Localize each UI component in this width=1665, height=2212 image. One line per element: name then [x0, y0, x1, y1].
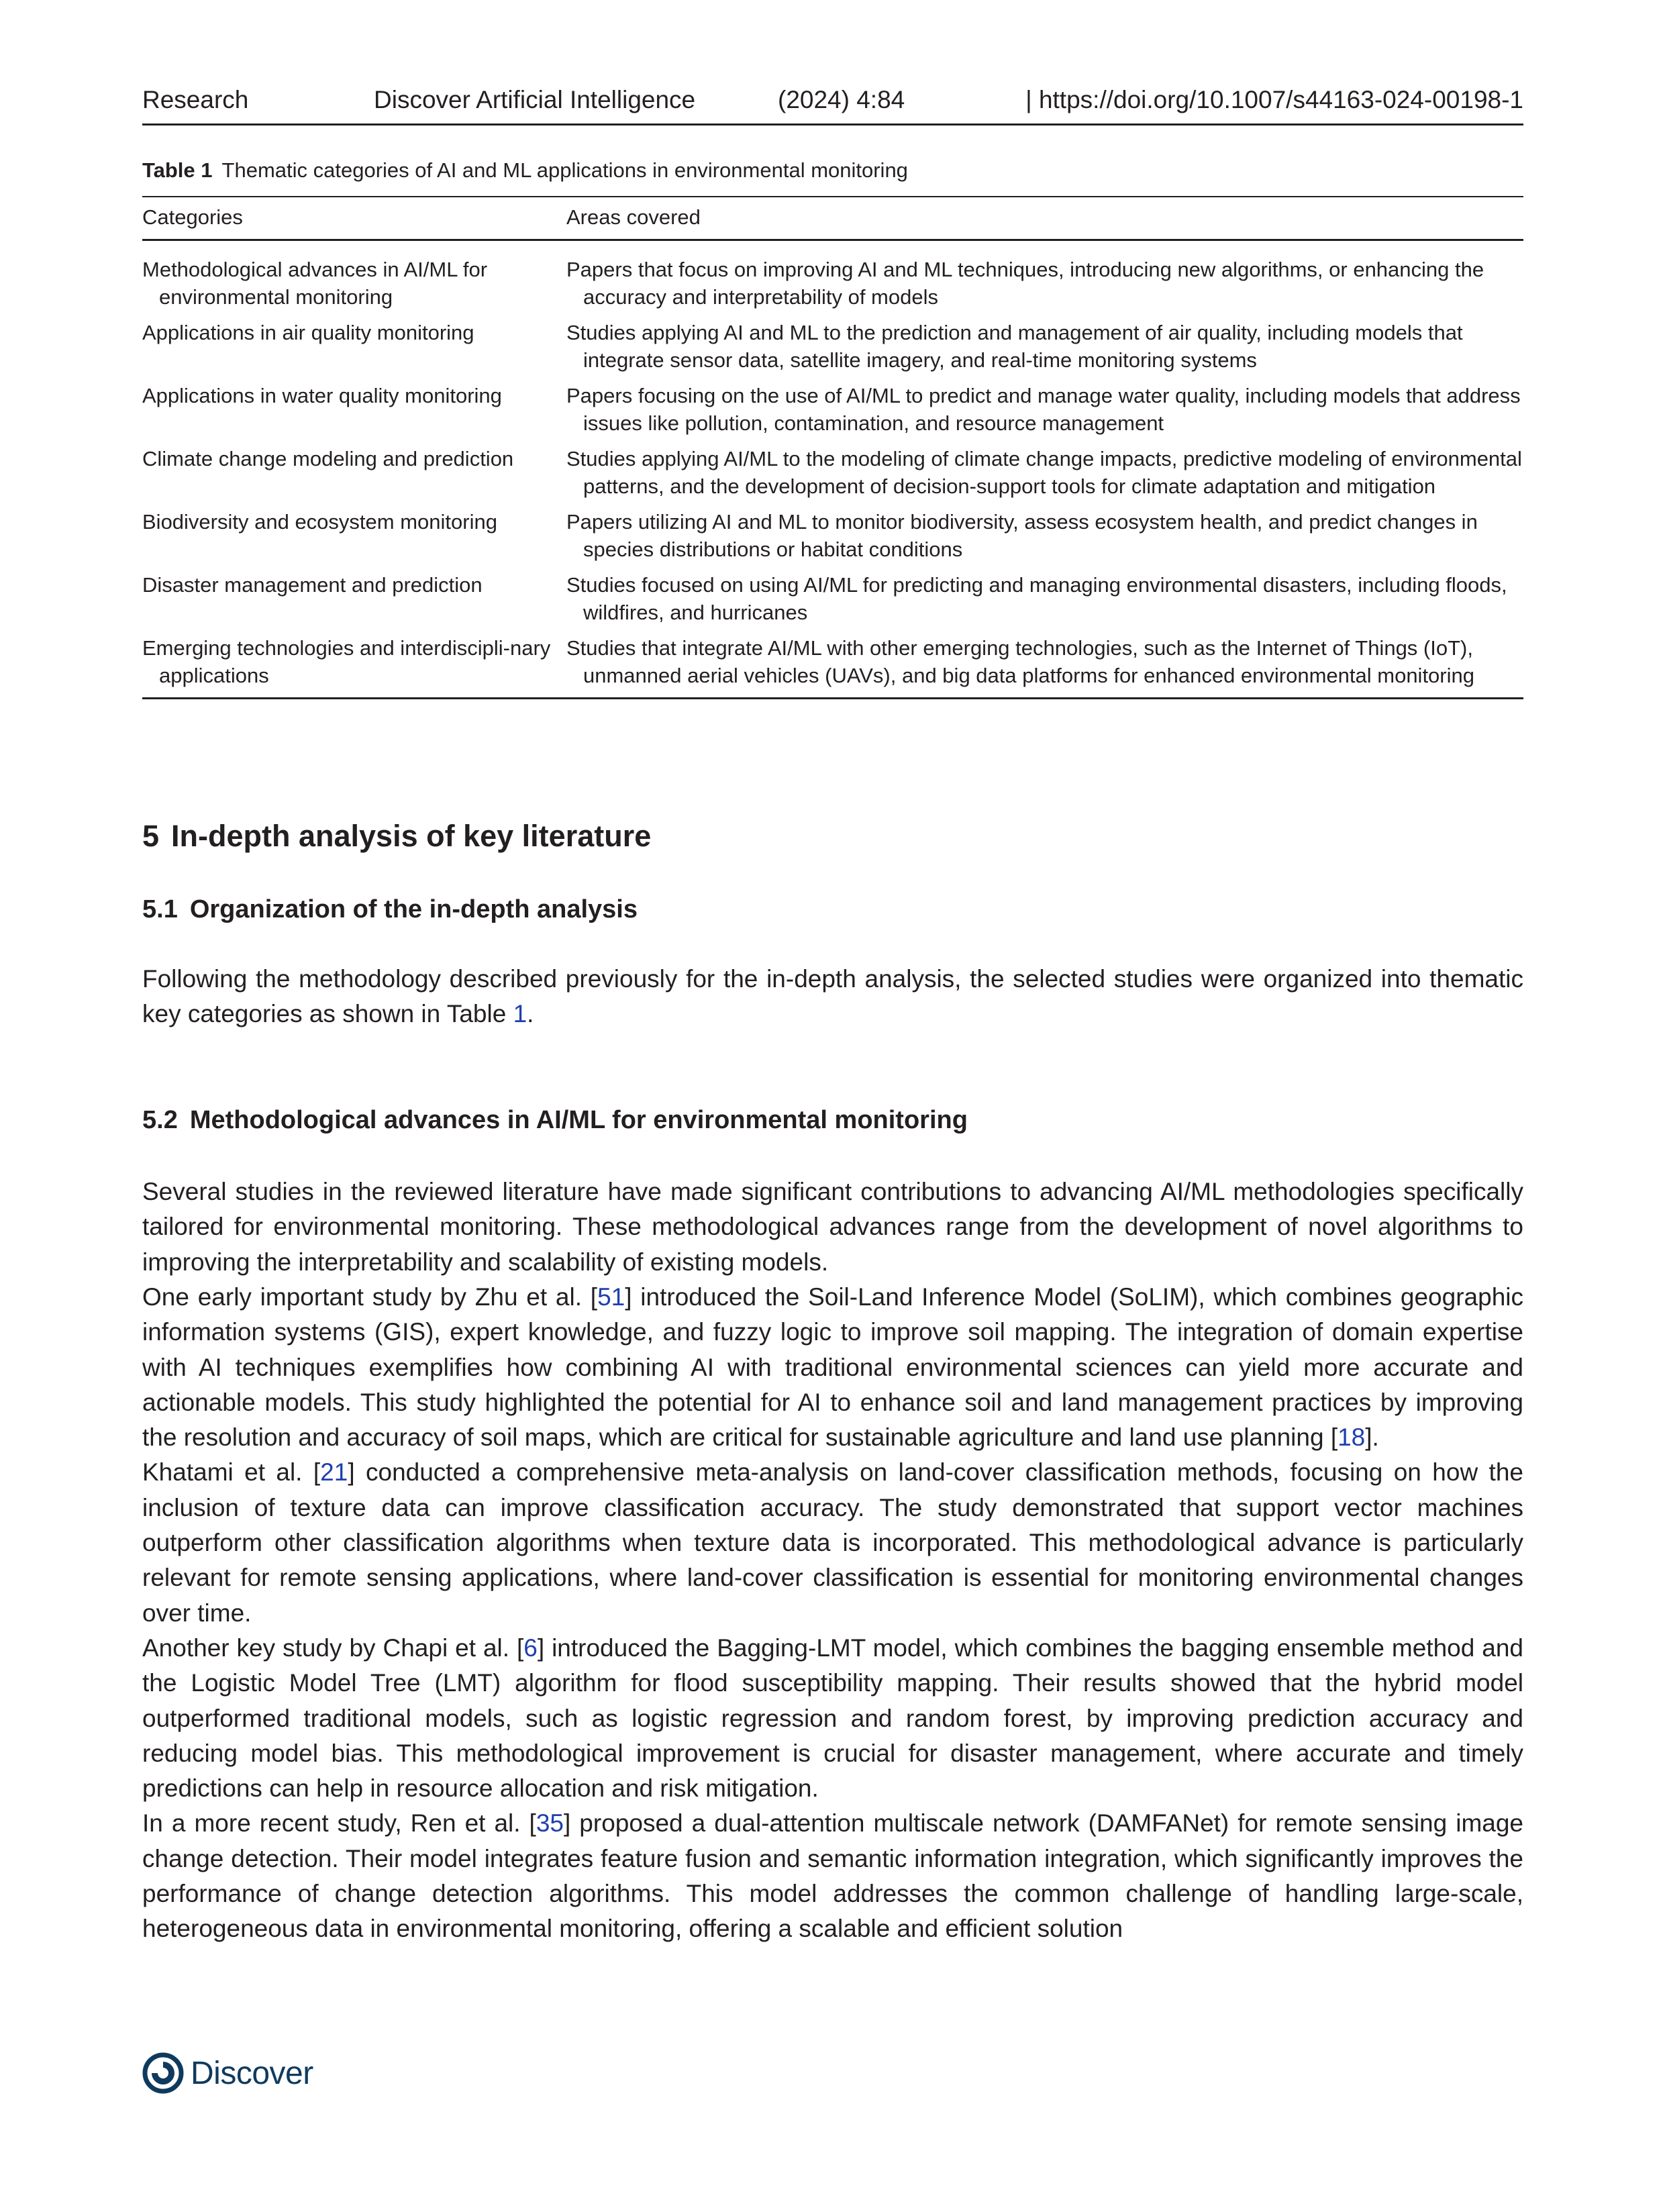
section-5-heading	[142, 819, 651, 854]
paragraph-text: ] conducted a comprehensive meta-analysis on land-cover classification methods, focusing on how the inclusion of texture data can improve classification accuracy. The study demonstrated that support vector machines outperform other classification algorithms when texture data is incorporated. This methodological advance is particularly relevant for remote sensing applications, where land-cover classification is essential for monitoring environmental changes over time.	[142, 1458, 1523, 1627]
table-cell-areas: Studies applying AI/ML to the modeling of climate change impacts, predictive modeling of environmental patterns, and the development of decision-support tools for climate adaptation and mitigation	[566, 447, 1522, 498]
paragraph-text: Following the methodology described previously for the in-depth analysis, the selected studies were organized into thematic key categories as shown in Table	[142, 965, 1523, 1028]
citation-link[interactable]: 18	[1338, 1423, 1366, 1452]
running-header-year: (2024) 4:84	[778, 86, 905, 113]
paragraph-text: Khatami et al. [	[142, 1458, 321, 1487]
table-cell-category: Methodological advances in AI/ML for environmental monitoring	[142, 258, 488, 309]
thematic-categories-table	[142, 196, 1523, 699]
table-row	[142, 256, 1523, 311]
paragraph-text: ].	[1365, 1423, 1379, 1452]
table-cell-category: Emerging technologies and interdiscipli-nary applications	[142, 636, 551, 687]
table-cell-category: Biodiversity and ecosystem monitoring	[142, 510, 497, 534]
table-cell-category: Applications in air quality monitoring	[142, 321, 474, 344]
paragraph-text: .	[527, 1000, 534, 1028]
table-cell-areas: Papers that focus on improving AI and ML techniques, introducing new algorithms, or enhancing the accuracy and interpretability of models	[566, 258, 1484, 309]
section-5-2-paragraph-3	[142, 1455, 1523, 1630]
subsection-number: 5.1	[142, 895, 178, 923]
table-row	[142, 571, 1523, 626]
table-cell-areas: Studies that integrate AI/ML with other emerging technologies, such as the Internet of Things (IoT), unmanned aerial vehicles (UAVs), and big data platforms for enhanced environmental monitoring	[566, 636, 1474, 687]
section-5-2-body	[142, 1280, 1523, 1947]
table-cell-category: Climate change modeling and prediction	[142, 447, 514, 470]
paragraph-text: ] introduced the Soil-Land Inference Model (SoLIM), which combines geographic information systems (GIS), expert knowledge, and fuzzy logic to improve soil mapping. The integration of domain expertise with AI techniques exemplifies how combining AI with traditional environmental sciences can yield more accurate and actionable models. This study highlighted the potential for AI to enhance soil and land management practices by improving the resolution and accuracy of soil maps, which are critical for sustainable agriculture and land use planning [	[142, 1283, 1523, 1452]
section-5-1-heading	[142, 895, 638, 924]
citation-link[interactable]: 51	[597, 1283, 625, 1311]
citation-link[interactable]: 21	[320, 1458, 348, 1487]
table-cell-category: Disaster management and prediction	[142, 573, 483, 597]
footer-brand	[142, 2052, 313, 2094]
table-row	[142, 634, 1523, 689]
table-row	[142, 508, 1523, 563]
section-5-2-paragraph-5	[142, 1806, 1523, 1946]
subsection-title: Organization of the in-depth analysis	[189, 895, 638, 923]
table-header-areas: Areas covered	[566, 205, 701, 229]
running-header-section: Research	[142, 86, 249, 113]
table-cell-areas: Papers focusing on the use of AI/ML to predict and manage water quality, including models that address issues like pollution, contamination, and resource management	[566, 384, 1521, 435]
table-header-row	[142, 197, 1523, 241]
table-caption	[142, 158, 908, 183]
running-header	[142, 86, 1523, 123]
table-cell-category: Applications in water quality monitoring	[142, 384, 502, 407]
table-label: Table 1	[142, 158, 213, 182]
section-5-2-paragraph-2	[142, 1280, 1523, 1455]
paragraph-text: In a more recent study, Ren et al. [	[142, 1809, 536, 1838]
section-5-2-heading	[142, 1106, 968, 1135]
paragraph-text: Another key study by Chapi et al. [	[142, 1633, 524, 1662]
subsection-title: Methodological advances in AI/ML for environmental monitoring	[189, 1106, 968, 1134]
footer-brand-name: Discover	[191, 2055, 313, 2091]
page	[142, 86, 1523, 1943]
section-5-2-paragraph-1: Several studies in the reviewed literature have made significant contributions to advancing AI/ML methodologies specifically tailored for environmental monitoring. These methodological advances range from the development of novel algorithms to improving the interpretability and scalability of existing models.	[142, 1178, 1523, 1276]
table-reference-link[interactable]: 1	[513, 1000, 527, 1028]
running-header-journal: Discover Artificial Intelligence	[374, 86, 696, 113]
table-body	[142, 241, 1523, 689]
section-title: In-depth analysis of key literature	[171, 819, 652, 853]
citation-link[interactable]: 6	[523, 1633, 538, 1662]
section-5-2-paragraph-4	[142, 1631, 1523, 1806]
table-bottom-rule	[142, 697, 1523, 699]
table-row	[142, 382, 1523, 437]
table-header-categories: Categories	[142, 205, 243, 229]
table-row	[142, 445, 1523, 500]
section-number: 5	[142, 819, 160, 853]
citation-link[interactable]: 35	[536, 1809, 564, 1838]
paragraph-text: ] introduced the Bagging-LMT model, which combines the bagging ensemble method and the Logistic Model Tree (LMT) algorithm for flood susceptibility mapping. Their results showed that the hybrid model outperformed traditional models, such as logistic regression and random forest, by improving prediction accuracy and reducing model bias. This methodological improvement is crucial for disaster management, where accurate and timely predictions can help in resource allocation and risk mitigation.	[142, 1633, 1523, 1803]
table-cell-areas: Papers utilizing AI and ML to monitor biodiversity, assess ecosystem health, and predict changes in species distributions or habitat conditions	[566, 510, 1478, 561]
running-header-doi[interactable]: | https://doi.org/10.1007/s44163-024-00198-1	[1025, 86, 1523, 113]
table-cell-areas: Studies applying AI and ML to the prediction and management of air quality, including models that integrate sensor data, satellite imagery, and real-time monitoring systems	[566, 321, 1463, 372]
table-row	[142, 319, 1523, 374]
table-caption-text: Thematic categories of AI and ML applications in environmental monitoring	[221, 158, 908, 182]
discover-logo-icon	[142, 2052, 184, 2094]
subsection-number: 5.2	[142, 1106, 178, 1134]
paragraph-text: One early important study by Zhu et al. [	[142, 1283, 598, 1311]
header-rule	[142, 123, 1523, 125]
paragraph-text: ] proposed a dual-attention multiscale network (DAMFANet) for remote sensing image change detection. Their model integrates feature fusion and semantic information integration, which significantly improves the performance of change detection algorithms. This model addresses the common challenge of handling large-scale, heterogeneous data in environmental monitoring, offering a scalable and efficient solution	[142, 1809, 1523, 1943]
table-cell-areas: Studies focused on using AI/ML for predicting and managing environmental disasters, including floods, wildfires, and hurricanes	[566, 573, 1507, 624]
section-5-1-paragraph	[142, 962, 1523, 1032]
